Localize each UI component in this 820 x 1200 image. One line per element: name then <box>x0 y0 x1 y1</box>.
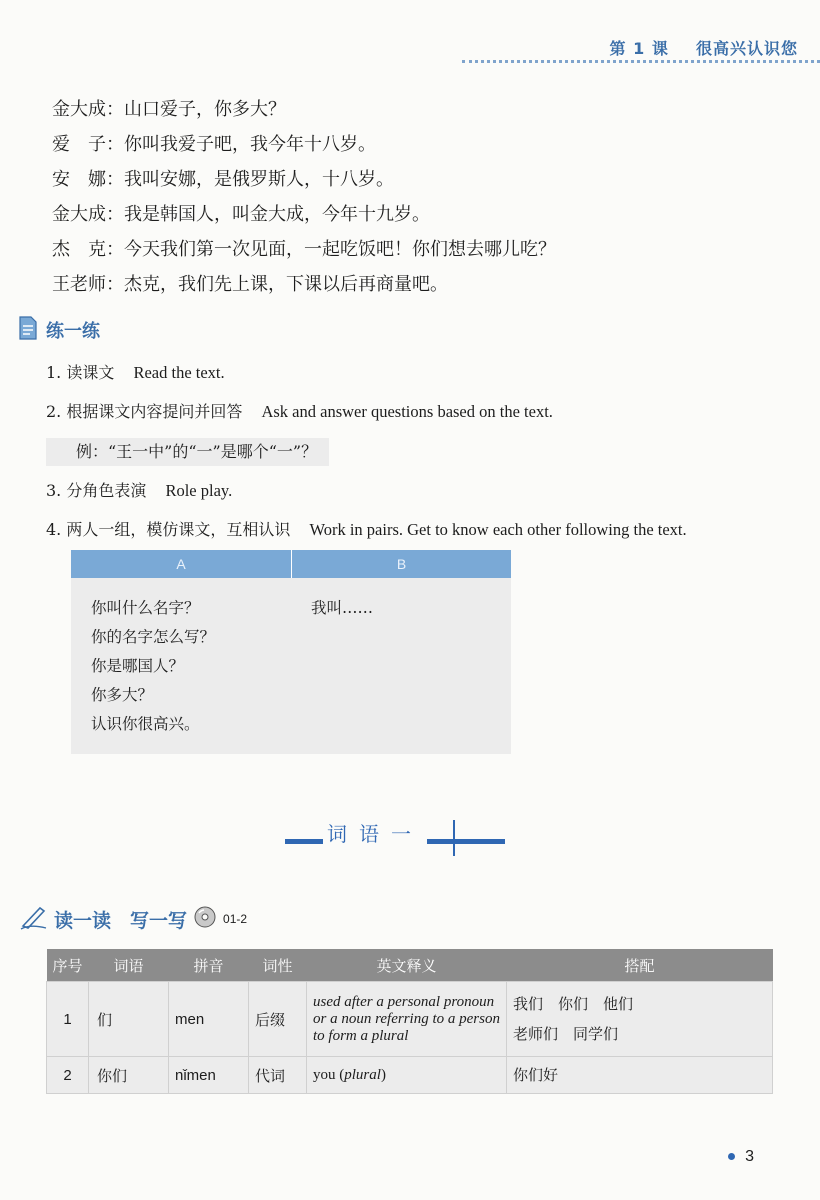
page-number-text: 3 <box>745 1148 754 1165</box>
pair-practice-table <box>71 550 511 754</box>
read-write-heading-text: 读一读 写一写 <box>54 909 188 932</box>
header-english-definition: 英文释义 <box>307 949 507 982</box>
collocation-line: 你们好 <box>513 1066 559 1084</box>
exercise-number: 4. <box>46 520 62 539</box>
page-number <box>728 1148 754 1166</box>
exercise-example-row <box>46 438 687 478</box>
row-word: 你们 <box>89 1057 169 1094</box>
pair-column-a: A <box>71 550 292 578</box>
row-part-of-speech: 代词 <box>249 1057 307 1094</box>
dialogue-speaker: 金大成： <box>52 99 124 120</box>
vocab-table-header-row <box>47 949 773 982</box>
pair-question: 认识你很高兴。 <box>91 715 200 733</box>
page-dot-icon <box>728 1153 735 1160</box>
pair-column-b: B <box>396 556 407 572</box>
row-number: 2 <box>47 1057 89 1094</box>
dialogue-sentence: 我是韩国人，叫金大成，今年十九岁。 <box>124 204 430 225</box>
exercise-english: Ask and answer questions based on the text. <box>261 402 553 421</box>
exercise-number: 1. <box>46 363 62 382</box>
dialogue-speaker: 王老师： <box>52 274 124 295</box>
lesson-title: 很高兴认识您 <box>695 39 798 58</box>
dialogue-sentence: 你叫我爱子吧，我今年十八岁。 <box>124 134 376 155</box>
header-part-of-speech: 词性 <box>249 949 307 982</box>
row-pinyin: nǐmen <box>169 1057 249 1094</box>
pair-question: 你是哪国人？ <box>91 657 185 675</box>
dialogue-sentence: 我叫安娜，是俄罗斯人，十八岁。 <box>124 169 394 190</box>
vocab-banner-title: 词语一 <box>323 818 427 847</box>
document-icon <box>18 316 38 345</box>
dialogue-speaker: 爱 子： <box>52 134 124 155</box>
vocab-table <box>46 949 773 1094</box>
definition-italic: plural <box>344 1066 381 1083</box>
row-pinyin: men <box>169 982 249 1057</box>
pair-question: 你多大？ <box>91 686 154 704</box>
header-collocations: 搭配 <box>507 949 773 982</box>
dialogue-speaker: 金大成： <box>52 204 124 225</box>
exercise-number: 2. <box>46 402 62 421</box>
exercise-chinese: 两人一组，模仿课文，互相认识 <box>66 520 291 539</box>
row-collocations <box>507 982 773 1057</box>
header-word: 词语 <box>89 949 169 982</box>
pair-question: 你叫什么名字？ <box>91 599 200 617</box>
exercise-chinese: 读课文 <box>66 363 115 382</box>
dialogue-speaker: 安 娜： <box>52 169 124 190</box>
collocation-line: 老师们 同学们 <box>513 1025 619 1043</box>
row-word: 们 <box>89 982 169 1057</box>
exercise-list <box>46 360 687 556</box>
exercise-item <box>46 360 687 399</box>
exercise-english: Read the text. <box>133 363 225 382</box>
dialogue-line <box>52 162 556 197</box>
audio-track-label: 01-2 <box>223 912 248 926</box>
row-number: 1 <box>47 982 89 1057</box>
dialogue-sentence: 今天我们第一次见面，一起吃饭吧！你们想去哪儿吃？ <box>124 239 556 260</box>
vocab-banner-tick <box>453 820 455 856</box>
dialogue-line <box>52 267 556 302</box>
header-pinyin: 拼音 <box>169 949 249 982</box>
practice-heading-text: 练一练 <box>46 321 100 342</box>
pair-question: 你的名字怎么写？ <box>91 628 216 646</box>
dialogue-line <box>52 197 556 232</box>
row-part-of-speech: 后缀 <box>249 982 307 1057</box>
pair-table-header <box>71 550 511 578</box>
dialogue-sentence: 山口爱子，你多大？ <box>124 99 286 120</box>
row-definition <box>307 1057 507 1094</box>
pair-answer: 我叫…… <box>311 599 374 617</box>
lesson-header <box>610 36 798 59</box>
row-collocations <box>507 1057 773 1094</box>
header-divider <box>462 60 820 63</box>
cd-audio-icon[interactable] <box>193 905 217 934</box>
exercise-example: 例：“王一中”的“一”是哪个“一”？ <box>46 438 329 466</box>
dialogue-speaker: 杰 克： <box>52 239 124 260</box>
table-row <box>47 982 773 1057</box>
dialogue-line <box>52 92 556 127</box>
exercise-number: 3. <box>46 481 62 500</box>
vocab-banner <box>285 818 505 858</box>
exercise-chinese: 分角色表演 <box>66 481 147 500</box>
exercise-item <box>46 478 687 517</box>
exercise-english: Work in pairs. Get to know each other following the text. <box>309 520 687 539</box>
dialogue-line <box>52 232 556 267</box>
pen-icon <box>20 904 48 935</box>
lesson-number: 第 1 课 <box>609 39 669 58</box>
dialogue-text <box>52 92 556 302</box>
read-write-heading <box>20 904 247 934</box>
header-number: 序号 <box>47 949 89 982</box>
exercise-english: Role play. <box>165 481 233 500</box>
definition-text: you ( <box>313 1066 345 1083</box>
exercise-item <box>46 399 687 438</box>
collocation-line: 我们 你们 他们 <box>513 995 634 1013</box>
practice-heading <box>18 316 100 344</box>
exercise-chinese: 根据课文内容提问并回答 <box>66 402 243 421</box>
dialogue-line <box>52 127 556 162</box>
dialogue-sentence: 杰克，我们先上课，下课以后再商量吧。 <box>124 274 448 295</box>
table-row <box>47 1057 773 1094</box>
pair-questions <box>91 594 215 739</box>
definition-end: ) <box>380 1066 386 1083</box>
row-definition: used after a personal pronoun or a noun referring to a person to form a plural <box>307 982 507 1057</box>
